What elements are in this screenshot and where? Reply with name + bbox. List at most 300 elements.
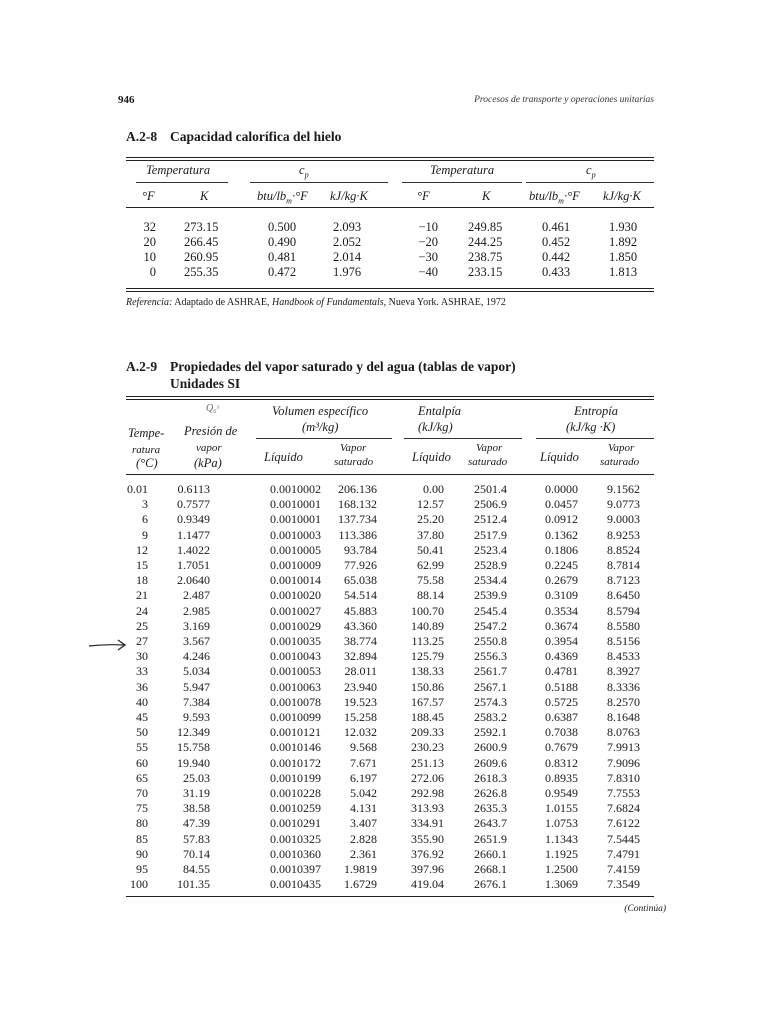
table-cell: 1.1925 — [545, 846, 578, 861]
table-cell: 0.0010027 — [270, 603, 321, 618]
table-cell: 8.3336 — [607, 679, 640, 694]
table-cell: 113.25 — [411, 634, 444, 648]
table-cell: 50 — [136, 725, 148, 740]
table-cell: 1.850 — [609, 250, 638, 264]
header-btu-left: btu/$lb_m\cdot^\circ F$ — [257, 189, 308, 206]
table-a29-number: A.2-9 — [126, 359, 158, 374]
table-cell: 37.80 — [417, 527, 444, 542]
table-cell: 0.0010029 — [270, 618, 321, 633]
table-cell: 7.6122 — [607, 816, 640, 831]
table-cell: 6.197 — [350, 770, 377, 785]
reference-rest: , Nueva York. ASHRAE, 1972 — [383, 297, 506, 308]
table-cell: 43.360 — [344, 618, 377, 633]
table-cell: 0.0010199 — [270, 770, 321, 785]
table-cell: 0.452 — [542, 235, 571, 249]
table-cell: 255.35 — [184, 265, 219, 279]
header-entropy-unit: (kJ/kg ·K) — [566, 420, 616, 434]
table-cell: 2556.3 — [474, 649, 507, 664]
table-cell: 1.6729 — [344, 877, 377, 892]
table-cell: 0.3109 — [545, 588, 578, 603]
table-cell: 12.349 — [177, 725, 210, 740]
header-cp-left: $c_p$ — [299, 163, 309, 180]
table-cell: 0.0010001 — [270, 512, 321, 527]
table-cell: 140.89 — [411, 618, 444, 633]
table-cell: −40 — [418, 265, 438, 279]
table-cell: 80 — [136, 816, 148, 831]
table-cell: 0.0010078 — [270, 694, 321, 709]
table-cell: 2506.9 — [474, 497, 507, 512]
header-k-right: K — [482, 189, 491, 203]
table-cell: 0.2245 — [545, 558, 578, 572]
table-cell: 0.0010043 — [270, 649, 321, 664]
table-cell: 244.25 — [468, 235, 503, 249]
table-a29-subtitle: Unidades SI — [170, 376, 241, 391]
table-cell: 8.2570 — [607, 694, 640, 709]
header-entr-saturado: saturado — [600, 456, 640, 468]
table-cell: 15 — [136, 558, 148, 572]
table-row — [126, 771, 654, 784]
table-cell: 101.35 — [177, 877, 210, 892]
table-cell: 0.8935 — [545, 770, 578, 785]
table-cell: 19.940 — [177, 755, 210, 770]
table-row — [126, 543, 654, 556]
table-cell: 7.3549 — [607, 877, 640, 892]
table-cell: 0.5188 — [545, 679, 578, 694]
table-cell: 2567.1 — [474, 679, 507, 694]
table-cell: 0.0010099 — [270, 710, 321, 724]
table-cell: 7.671 — [350, 755, 377, 770]
table-cell: 0.0010172 — [270, 755, 321, 770]
table-cell: 84.55 — [183, 862, 210, 876]
table-cell: 8.5580 — [607, 618, 640, 633]
table-cell: 8.7814 — [607, 558, 640, 572]
table-cell: −10 — [418, 220, 438, 234]
table-cell: 47.39 — [183, 816, 210, 831]
table-cell: 0.481 — [268, 250, 297, 264]
table-cell: 0.8312 — [545, 755, 578, 770]
header-entr-liquido: Líquido — [540, 450, 579, 464]
reference-book: Handbook of Fundamentals — [272, 297, 384, 308]
ice-heat-capacity-table — [126, 157, 654, 299]
table-cell: 2.014 — [333, 250, 362, 264]
table-cell: 0.0010360 — [270, 846, 321, 861]
header-entropy: Entropía — [574, 404, 618, 418]
table-cell: 1.1343 — [545, 831, 578, 846]
header-pres-line2: vapor — [196, 442, 222, 454]
table-cell: 0.3674 — [545, 618, 578, 633]
table-cell: 50.41 — [417, 542, 444, 557]
header-pres-unit: (kPa) — [194, 456, 222, 470]
table-a28-number: A.2-8 — [126, 129, 158, 144]
table-cell: 36 — [136, 679, 148, 694]
table-cell: 2512.4 — [474, 512, 507, 527]
table-cell: 1.9819 — [344, 862, 377, 876]
table-cell: 1.4022 — [177, 542, 210, 557]
table-cell: 0.6113 — [177, 482, 210, 496]
table-cell: 2651.9 — [474, 831, 507, 846]
table-cell: 2574.3 — [474, 694, 507, 709]
table-row — [126, 588, 654, 601]
table-cell: 0.0010259 — [270, 801, 321, 816]
table-cell: 206.136 — [338, 482, 377, 496]
table-cell: 23.940 — [344, 679, 377, 694]
table-cell: 0.1806 — [545, 542, 578, 557]
table-cell: 0.0010005 — [270, 542, 321, 557]
table-a29-caption: Propiedades del vapor saturado y del agua (tablas de vapor) — [170, 359, 516, 374]
table-cell: 5.042 — [350, 786, 377, 800]
table-cell: 0.6387 — [545, 710, 578, 724]
table-cell: 0.4781 — [545, 664, 578, 679]
table-row — [126, 710, 654, 723]
table-cell: 0.0010397 — [270, 862, 321, 876]
table-cell: 1.892 — [609, 235, 638, 249]
table-cell: 2.985 — [183, 603, 210, 618]
table-cell: 2676.1 — [474, 877, 507, 892]
table-row — [126, 604, 654, 617]
table-cell: 113.386 — [338, 527, 377, 542]
table-row — [126, 786, 654, 799]
table-cell: 0.0010291 — [270, 816, 321, 831]
table-row — [126, 695, 654, 708]
table-cell: 40 — [136, 694, 148, 709]
table-cell: 9.1562 — [607, 482, 640, 496]
table-row — [126, 756, 654, 769]
table-cell: 85 — [136, 831, 148, 846]
table-cell: 30 — [136, 649, 148, 664]
table-cell: 65.038 — [344, 573, 377, 588]
table-cell: 0.4369 — [545, 649, 578, 664]
table-cell: 1.7051 — [177, 558, 210, 572]
header-entr-vapor: Vapor — [608, 442, 635, 454]
table-cell: 2501.4 — [474, 482, 507, 496]
table-cell: 0.0000 — [545, 482, 578, 496]
handwritten-arrow-icon — [88, 638, 128, 652]
header-k-left: K — [200, 189, 209, 203]
table-cell: 0.500 — [268, 220, 297, 234]
table-cell: 7.8310 — [607, 770, 640, 785]
table-cell: 6 — [142, 512, 148, 527]
table-cell: 0.3954 — [545, 634, 578, 648]
header-kj-left: kJ/kg·K — [330, 189, 368, 203]
table-cell: −30 — [418, 250, 438, 264]
table-cell: 88.14 — [417, 588, 444, 603]
header-kj-right: kJ/kg·K — [603, 189, 641, 203]
table-cell: 2609.6 — [474, 755, 507, 770]
table-row — [126, 877, 654, 890]
table-cell: 150.86 — [411, 679, 444, 694]
table-cell: 2561.7 — [474, 664, 507, 679]
table-cell: 12.57 — [417, 497, 444, 512]
table-cell: −20 — [418, 235, 438, 249]
table-cell: 0.0912 — [545, 512, 578, 527]
table-cell: 0.0010121 — [270, 725, 321, 740]
header-ent-vapor: Vapor — [476, 442, 503, 454]
reference-text: Adaptado de ASHRAE, — [172, 297, 272, 308]
table-cell: 0 — [149, 265, 156, 279]
table-cell: 2550.8 — [474, 634, 507, 648]
header-temp-line2: ratura — [132, 444, 161, 456]
header-deg-f-right: °F — [417, 189, 430, 203]
table-row — [126, 816, 654, 829]
table-a28-reference — [126, 297, 506, 308]
table-cell: 38.774 — [344, 634, 377, 648]
table-cell: 25 — [136, 618, 148, 633]
table-cell: 18 — [136, 573, 148, 588]
table-cell: 168.132 — [338, 497, 377, 512]
header-enthalpy-unit: (kJ/kg) — [418, 420, 453, 434]
table-cell: 60 — [136, 755, 148, 770]
header-deg-f-left: °F — [142, 189, 155, 203]
table-cell: 77.926 — [344, 558, 377, 572]
table-cell: 1.0155 — [545, 801, 578, 816]
table-cell: 5.034 — [183, 664, 210, 679]
table-row — [126, 725, 654, 738]
table-cell: 0.0010228 — [270, 786, 321, 800]
table-cell: 0.0010035 — [270, 634, 321, 648]
table-cell: 1.3069 — [545, 877, 578, 892]
table-cell: 2626.8 — [474, 786, 507, 800]
header-cp-right: $c_p$ — [586, 163, 596, 180]
table-cell: 7.4791 — [607, 846, 640, 861]
table-cell: 8.4533 — [607, 649, 640, 664]
table-cell: 75.58 — [417, 573, 444, 588]
table-row — [126, 680, 654, 693]
table-cell: 1.976 — [333, 265, 362, 279]
table-cell: 2635.3 — [474, 801, 507, 816]
table-cell: 7.9913 — [607, 740, 640, 755]
table-cell: 0.0010020 — [270, 588, 321, 603]
table-cell: 25.03 — [183, 770, 210, 785]
table-cell: 260.95 — [184, 250, 219, 264]
table-row — [126, 847, 654, 860]
table-cell: 2643.7 — [474, 816, 507, 831]
table-cell: 273.15 — [184, 220, 219, 234]
table-cell: 9.0773 — [607, 497, 640, 512]
table-cell: 355.90 — [411, 831, 444, 846]
table-cell: 2600.9 — [474, 740, 507, 755]
table-cell: 2523.4 — [474, 542, 507, 557]
table-cell: 31.19 — [183, 786, 210, 800]
table-cell: 0.0010009 — [270, 558, 321, 572]
table-cell: 8.5794 — [607, 603, 640, 618]
table-a28-caption: Capacidad calorífica del hielo — [170, 129, 342, 144]
table-cell: 1.813 — [609, 265, 638, 279]
table-cell: 0.00 — [423, 482, 444, 496]
header-enthalpy: Entalpía — [418, 404, 462, 418]
table-cell: 2545.4 — [474, 603, 507, 618]
header-pres-line1: Presión de — [184, 424, 238, 438]
table-cell: 2534.4 — [474, 573, 507, 588]
table-row — [126, 497, 654, 510]
table-cell: 0.490 — [268, 235, 297, 249]
table-row — [126, 832, 654, 845]
table-cell: 334.91 — [411, 816, 444, 831]
table-cell: 9 — [142, 527, 148, 542]
table-cell: 0.0010063 — [270, 679, 321, 694]
table-cell: 272.06 — [411, 770, 444, 785]
header-ent-saturado: saturado — [468, 456, 508, 468]
table-cell: 0.0010003 — [270, 527, 321, 542]
table-cell: 2660.1 — [474, 846, 507, 861]
header-vol-saturado: saturado — [334, 456, 374, 468]
table-cell: 0.0010053 — [270, 664, 321, 679]
header-vol-liquido: Líquido — [264, 450, 303, 464]
table-cell: 3.407 — [350, 816, 377, 831]
table-cell: 209.33 — [411, 725, 444, 740]
table-cell: 28.011 — [344, 664, 377, 679]
table-cell: 32.894 — [344, 649, 377, 664]
table-cell: 57.83 — [183, 831, 210, 846]
table-cell: 95 — [136, 862, 148, 876]
table-cell: 0.3534 — [545, 603, 578, 618]
table-cell: 0.1362 — [545, 527, 578, 542]
table-cell: 10 — [143, 250, 156, 264]
table-cell: 55 — [136, 740, 148, 755]
table-cell: 0.472 — [268, 265, 297, 279]
table-cell: 230.23 — [411, 740, 444, 755]
table-cell: 167.57 — [411, 694, 444, 709]
table-cell: 2592.1 — [474, 725, 507, 740]
table-cell: 2.361 — [350, 846, 377, 861]
table-row — [126, 558, 654, 571]
table-cell: 2539.9 — [474, 588, 507, 603]
table-cell: 54.514 — [344, 588, 377, 603]
table-cell: 2.828 — [350, 831, 377, 846]
running-title: Procesos de transporte y operaciones unitarias — [474, 95, 654, 105]
table-cell: 5.947 — [183, 679, 210, 694]
table-row — [126, 740, 654, 753]
table-cell: 8.0763 — [607, 725, 640, 740]
table-row — [126, 573, 654, 586]
header-temperatura-right: Temperatura — [430, 163, 495, 177]
table-row — [126, 801, 654, 814]
table-cell: 0.9549 — [545, 786, 578, 800]
table-cell: 12 — [136, 542, 148, 557]
table-cell: 233.15 — [468, 265, 503, 279]
table-cell: 1.0753 — [545, 816, 578, 831]
table-cell: 7.6824 — [607, 801, 640, 816]
table-cell: 1.2500 — [545, 862, 578, 876]
header-volume: Volumen específico — [272, 404, 369, 418]
table-cell: 2583.2 — [474, 710, 507, 724]
table-cell: 8.7123 — [607, 573, 640, 588]
table-cell: 24 — [136, 603, 148, 618]
steam-table — [126, 396, 654, 896]
table-cell: 9.0003 — [607, 512, 640, 527]
table-cell: 137.734 — [338, 512, 377, 527]
table-cell: 3 — [142, 497, 148, 512]
table-cell: 8.9253 — [607, 527, 640, 542]
continued-note: (Continúa) — [624, 904, 666, 914]
table-cell: 8.3927 — [607, 664, 640, 679]
table-a29-title — [126, 359, 516, 375]
table-cell: 8.5156 — [607, 634, 640, 648]
table-cell: 0.0010146 — [270, 740, 321, 755]
handwritten-annotation: Q₆ˢ — [206, 403, 219, 414]
table-cell: 9.568 — [350, 740, 377, 755]
table-cell: 0.442 — [542, 250, 571, 264]
table-cell: 266.45 — [184, 235, 219, 249]
table-cell: 4.131 — [350, 801, 377, 816]
table-cell: 38.58 — [183, 801, 210, 816]
table-cell: 32 — [143, 220, 156, 234]
table-cell: 2.487 — [183, 588, 210, 603]
table-cell: 8.1648 — [607, 710, 640, 724]
table-cell: 2.0640 — [177, 573, 210, 588]
table-cell: 188.45 — [411, 710, 444, 724]
table-cell: 0.7038 — [545, 725, 578, 740]
table-cell: 45.883 — [344, 603, 377, 618]
table-cell: 138.33 — [411, 664, 444, 679]
table-cell: 70.14 — [183, 846, 210, 861]
table-cell: 0.7577 — [177, 497, 210, 512]
table-cell: 0.0010325 — [270, 831, 321, 846]
table-cell: 15.758 — [177, 740, 210, 755]
table-cell: 7.9096 — [607, 755, 640, 770]
header-temperatura-left: Temperatura — [146, 163, 211, 177]
table-row — [126, 862, 654, 875]
table-cell: 12.032 — [344, 725, 377, 740]
table-a28-title — [126, 129, 341, 145]
table-cell: 2.052 — [333, 235, 362, 249]
table-cell: 0.0010014 — [270, 573, 321, 588]
table-cell: 19.523 — [344, 694, 377, 709]
table-cell: 2528.9 — [474, 558, 507, 572]
table-cell: 397.96 — [411, 862, 444, 876]
table-cell: 0.461 — [542, 220, 571, 234]
table-row — [126, 528, 654, 541]
table-cell: 0.01 — [127, 482, 148, 496]
table-cell: 7.4159 — [607, 862, 640, 876]
table-cell: 376.92 — [411, 846, 444, 861]
table-cell: 2618.3 — [474, 770, 507, 785]
table-cell: 7.384 — [183, 694, 210, 709]
reference-label: Referencia: — [126, 297, 173, 308]
table-cell: 21 — [136, 588, 148, 603]
table-cell: 0.0457 — [545, 497, 578, 512]
header-temp-line1: Tempe- — [128, 426, 165, 440]
header-temp-unit: (°C) — [136, 456, 158, 470]
table-cell: 62.99 — [417, 558, 444, 572]
table-cell: 251.13 — [411, 755, 444, 770]
table-cell: 65 — [136, 770, 148, 785]
table-cell: 0.0010435 — [270, 877, 321, 892]
table-cell: 313.93 — [411, 801, 444, 816]
table-cell: 100.70 — [411, 603, 444, 618]
table-cell: 70 — [136, 786, 148, 800]
table-cell: 8.8524 — [607, 542, 640, 557]
header-btu-right: btu/$lb_m\cdot^\circ F$ — [529, 189, 580, 206]
table-cell: 292.98 — [411, 786, 444, 800]
table-cell: 2547.2 — [474, 618, 507, 633]
table-cell: 7.7553 — [607, 786, 640, 800]
table-row — [126, 649, 654, 662]
table-cell: 2517.9 — [474, 527, 507, 542]
header-vol-vapor: Vapor — [340, 442, 367, 454]
table-cell: 45 — [136, 710, 148, 724]
table-cell: 3.169 — [183, 618, 210, 633]
table-cell: 8.6450 — [607, 588, 640, 603]
table-cell: 9.593 — [183, 710, 210, 724]
table-cell: 7.5445 — [607, 831, 640, 846]
table-row — [126, 664, 654, 677]
table-cell: 3.567 — [183, 634, 210, 648]
header-volume-unit: (m³/kg) — [302, 420, 339, 434]
table-cell: 33 — [136, 664, 148, 679]
table-row — [126, 482, 654, 495]
table-cell: 20 — [143, 235, 156, 249]
table-cell: 419.04 — [411, 877, 444, 892]
